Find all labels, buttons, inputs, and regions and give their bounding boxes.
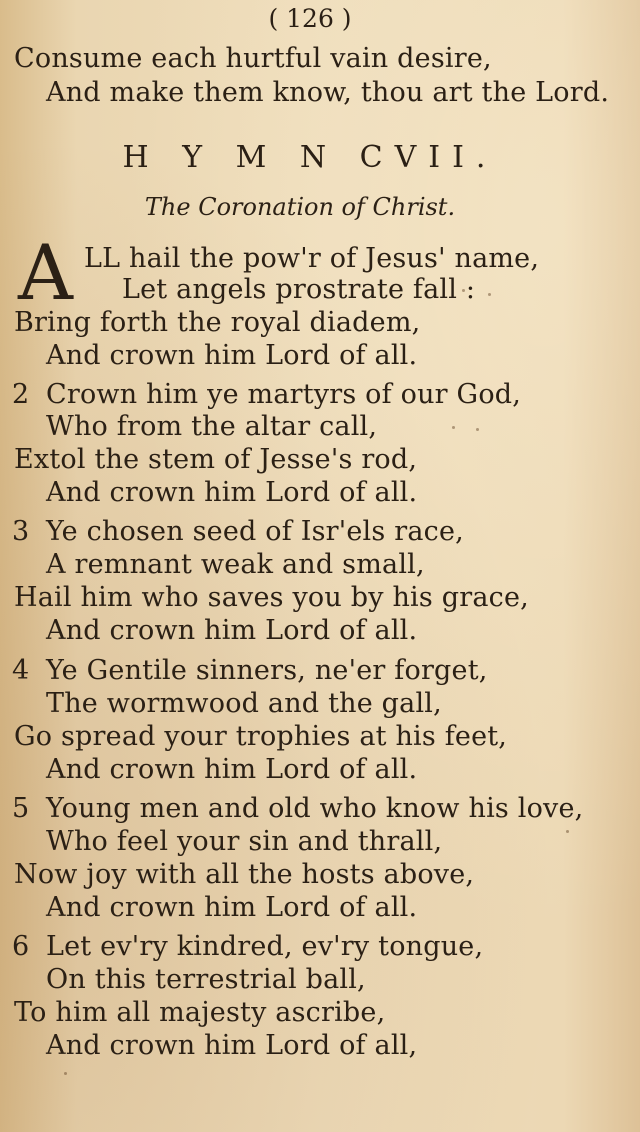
stanza-4-line-1: Ye Gentile sinners, ne'er forget, bbox=[46, 655, 488, 686]
stanza-4-number: 4 bbox=[12, 655, 30, 686]
stanza-5-line-2: Who feel your sin and thrall, bbox=[46, 826, 443, 857]
stanza-3-number: 3 bbox=[12, 516, 30, 547]
stanza-2-line-3: Extol the stem of Jesse's rod, bbox=[14, 444, 418, 475]
stanza-2-number: 2 bbox=[12, 379, 30, 410]
stanza-3-line-3: Hail him who saves you by his grace, bbox=[14, 582, 529, 613]
stanza-3-line-4: And crown him Lord of all. bbox=[46, 615, 418, 646]
stanza-4-line-2: The wormwood and the gall, bbox=[46, 688, 442, 719]
stanza-5-line-1: Young men and old who know his love, bbox=[46, 793, 584, 824]
stanza-1-line-1: LL hail the pow'r of Jesus' name, bbox=[84, 243, 540, 274]
stanza-2-line-2: Who from the altar call, bbox=[46, 411, 378, 442]
stanza-6-line-1: Let ev'ry kindred, ev'ry tongue, bbox=[46, 931, 484, 962]
stanza-6-line-4: And crown him Lord of all, bbox=[46, 1030, 418, 1061]
stanza-3-line-2: A remnant weak and small, bbox=[46, 549, 425, 580]
stanza-2-line-4: And crown him Lord of all. bbox=[46, 477, 418, 508]
stanza-1-line-4: And crown him Lord of all. bbox=[46, 340, 418, 371]
stanza-6-line-2: On this terrestrial ball, bbox=[46, 964, 366, 995]
stanza-4-line-4: And crown him Lord of all. bbox=[46, 754, 418, 785]
paper-speck bbox=[452, 426, 455, 429]
stanza-6-line-3: To him all majesty ascribe, bbox=[14, 997, 386, 1028]
page-number: ( 126 ) bbox=[268, 4, 352, 33]
stanza-6-number: 6 bbox=[12, 931, 30, 962]
hymn-subtitle: The Coronation of Christ. bbox=[144, 193, 456, 221]
stanza-5-line-4: And crown him Lord of all. bbox=[46, 892, 418, 923]
stanza-2-line-1: Crown him ye martyrs of our God, bbox=[46, 379, 522, 410]
carryover-line-1: Consume each hurtful vain desire, bbox=[14, 43, 492, 74]
paper-speck bbox=[462, 289, 465, 292]
stanza-1-line-3: Bring forth the royal diadem, bbox=[14, 307, 421, 338]
stanza-1-line-2: Let angels prostrate fall : bbox=[122, 274, 476, 305]
paper-speck bbox=[488, 293, 491, 296]
stanza-4-line-3: Go spread your trophies at his feet, bbox=[14, 721, 508, 752]
paper-speck bbox=[476, 428, 479, 431]
stanza-5-number: 5 bbox=[12, 793, 30, 824]
stanza-5-line-3: Now joy with all the hosts above, bbox=[14, 859, 475, 890]
carryover-line-2: And make them know, thou art the Lord. bbox=[46, 77, 610, 108]
drop-cap: A bbox=[18, 228, 73, 317]
paper-speck bbox=[566, 830, 569, 833]
stanza-3-line-1: Ye chosen seed of Isr'els race, bbox=[46, 516, 464, 547]
paper-speck bbox=[64, 1072, 67, 1075]
hymn-title: H Y M N CVII. bbox=[122, 140, 498, 175]
